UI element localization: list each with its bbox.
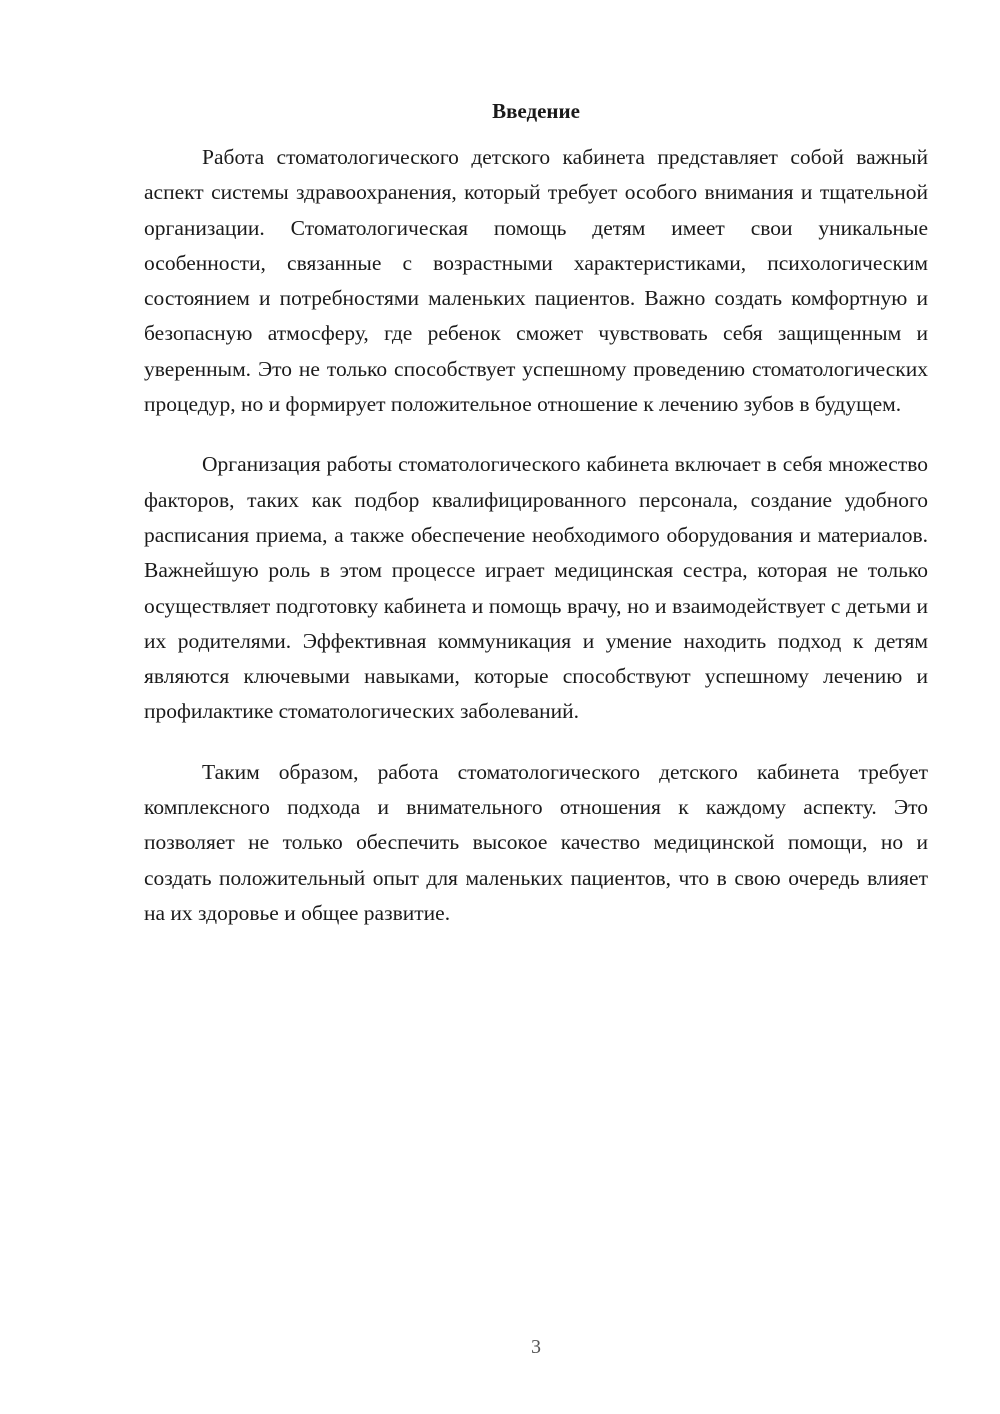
- section-heading: Введение: [492, 99, 580, 123]
- paragraph-2: Организация работы стоматологического кабинета включает в себя множество факторов, таких как подбор квалифицированного персонала, создание удобного расписания приема, а также обеспечение необходимого оборудования и материалов. Важнейшую роль в этом процессе играет медицинская сестра, которая не только осуществляет подготовку кабинета и помощь врачу, но и взаимодействует с детьми и их родителями. Эффективная коммуникация и умение находить подход к детям являются ключевыми навыками, которые способствуют успешному лечению и профилактике стоматологических заболеваний.: [144, 452, 928, 724]
- paragraph-1: Работа стоматологического детского кабинета представляет собой важный аспект системы здравоохранения, который требует особого внимания и тщательной организации. Стоматологическая помощь детям имеет свои уникальные особенности, связанные с возрастными характеристиками, психологическим состоянием и потребностями маленьких пациентов. Важно создать комфортную и безопасную атмосферу, где ребенок сможет чувствовать себя защищенным и уверенным. Это не только способствует успешному проведению стоматологических процедур, но и формирует положительное отношение к лечению зубов в будущем.: [144, 145, 928, 417]
- paragraph-3: Таким образом, работа стоматологического детского кабинета требует комплексного подхода и внимательного отношения к каждому аспекту. Это позволяет не только обеспечить высокое качество медицинской помощи, но и создать положительный опыт для маленьких пациентов, что в свою очередь влияет на их здоровье и общее развитие.: [144, 759, 928, 925]
- page-content: [144, 96, 928, 956]
- page-number: 3: [531, 1336, 541, 1358]
